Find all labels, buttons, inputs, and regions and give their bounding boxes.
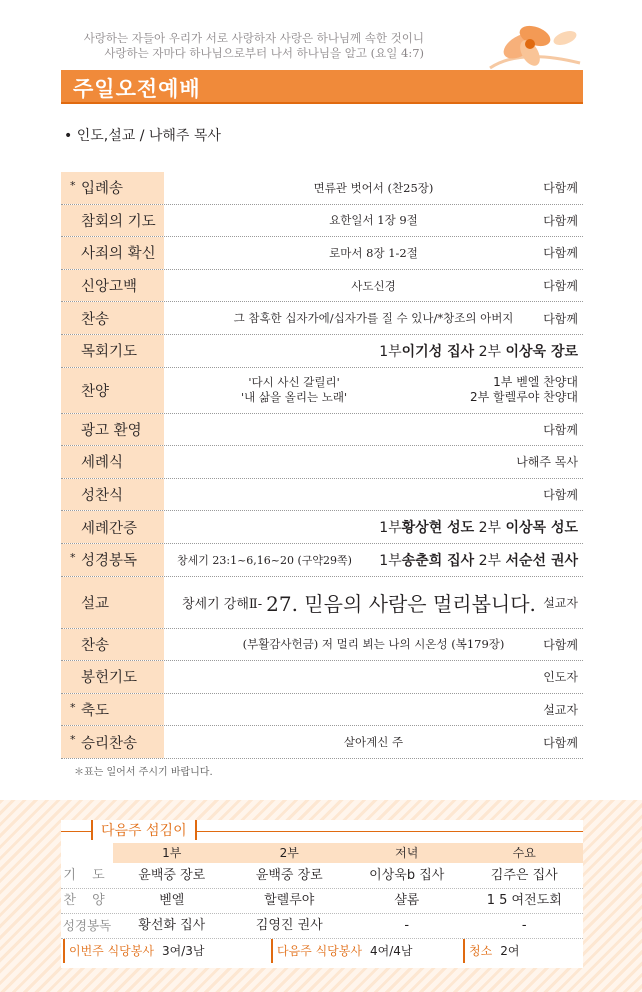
service-1-prefix: 1부 bbox=[379, 552, 402, 569]
order-label bbox=[61, 577, 164, 628]
choir-2: 2부 할렐루야 찬양대 bbox=[469, 389, 578, 404]
order-row bbox=[61, 726, 583, 759]
next-week-servers bbox=[61, 820, 583, 968]
order-performer bbox=[379, 511, 578, 543]
table-cell: 윤백중 장로 bbox=[138, 868, 206, 883]
scripture-verse bbox=[84, 31, 424, 61]
order-label bbox=[61, 629, 164, 661]
order-performer: 다함께 bbox=[543, 422, 578, 437]
order-performer: 다함께 bbox=[543, 735, 578, 750]
stand-marker: * bbox=[70, 179, 76, 192]
table-cell: 황선화 집사 bbox=[138, 918, 206, 933]
order-performer: 다함께 bbox=[543, 637, 578, 652]
table-cell: 김주은 집사 bbox=[490, 868, 558, 883]
table-cell: - bbox=[521, 918, 527, 933]
service-columns bbox=[113, 843, 583, 863]
order-label-text: 세례간증 bbox=[81, 520, 138, 537]
order-performer: 다함께 bbox=[543, 488, 578, 503]
table-cell: 벧엘 bbox=[159, 893, 185, 908]
order-of-worship bbox=[61, 172, 583, 759]
order-label bbox=[61, 335, 164, 367]
anthem-title-2: '내 삶을 올리는 노래' bbox=[241, 389, 348, 404]
next-week-title: 다음주 섬김이 bbox=[91, 820, 197, 840]
anthem-titles bbox=[241, 375, 347, 405]
duty-value: 2여 bbox=[500, 944, 520, 958]
column-header: 수요 bbox=[512, 846, 536, 860]
service-2-prefix: 2부 bbox=[474, 520, 506, 537]
title-bar bbox=[61, 70, 583, 104]
order-row bbox=[61, 511, 583, 544]
order-row bbox=[61, 205, 583, 238]
sermon-title: 27. 믿음의 사람은 멀리봅니다. bbox=[266, 591, 536, 616]
order-label-text: 신앙고백 bbox=[81, 279, 138, 296]
order-row bbox=[61, 544, 583, 577]
order-label-text: 찬송 bbox=[81, 311, 110, 328]
duty-label: 다음주 식당봉사 bbox=[271, 939, 362, 963]
column-header: 1부 bbox=[162, 846, 182, 860]
order-detail: 그 참혹한 십자가에/십자가를 질 수 있나/*창조의 아버지 bbox=[233, 311, 514, 326]
order-performer: 다함께 bbox=[543, 311, 578, 326]
order-label-text: 참회의 기도 bbox=[81, 213, 156, 230]
table-cell: 이상욱b 집사 bbox=[369, 868, 445, 883]
table-cell: 샬롬 bbox=[394, 893, 420, 908]
order-row bbox=[61, 302, 583, 335]
order-label bbox=[61, 661, 164, 693]
table-cell: 윤백중 장로 bbox=[255, 868, 323, 883]
order-label-text: 목회기도 bbox=[81, 344, 138, 361]
standing-note: ＊표는 일어서 주시기 바랍니다. bbox=[74, 767, 213, 778]
order-row bbox=[61, 237, 583, 270]
service-2-person: 서순선 권사 bbox=[505, 552, 578, 569]
table-cell: 1 5 여전도회 bbox=[486, 893, 562, 908]
service-2-prefix: 2부 bbox=[474, 552, 506, 569]
order-label bbox=[61, 479, 164, 511]
column-header: 2부 bbox=[279, 846, 299, 860]
table-cell: 할렐루야 bbox=[264, 893, 315, 908]
verse-line-1: 사랑하는 자들아 우리가 서로 사랑하자 사랑은 하나님께 속한 것이니 bbox=[83, 31, 424, 45]
order-row bbox=[61, 479, 583, 512]
order-label-text: 광고 환영 bbox=[81, 422, 142, 439]
order-row bbox=[61, 694, 583, 727]
service-2-person: 이상목 성도 bbox=[505, 520, 578, 537]
order-label-text: 세례식 bbox=[81, 455, 124, 472]
order-label bbox=[61, 368, 164, 413]
order-row bbox=[61, 629, 583, 662]
order-row bbox=[61, 414, 583, 447]
order-detail: 사도신경 bbox=[351, 278, 396, 293]
order-label-text: 봉헌기도 bbox=[81, 670, 138, 687]
order-label-text: 성경봉독 bbox=[81, 553, 138, 570]
table-cell: 김영진 권사 bbox=[255, 918, 323, 933]
order-label bbox=[61, 172, 164, 204]
order-row bbox=[61, 270, 583, 303]
order-performer: 설교자 bbox=[543, 595, 578, 610]
order-detail: 면류관 벗어서 (찬25장) bbox=[313, 180, 434, 195]
order-label-text: 사죄의 확신 bbox=[81, 246, 156, 263]
order-detail: 로마서 8장 1-2절 bbox=[329, 245, 418, 260]
order-label bbox=[61, 270, 164, 302]
order-label-text: 입례송 bbox=[81, 181, 124, 198]
order-performer: 인도자 bbox=[543, 670, 578, 685]
order-row bbox=[61, 446, 583, 479]
table-cell: - bbox=[404, 918, 410, 933]
order-label bbox=[61, 511, 164, 543]
service-1-prefix: 1부 bbox=[379, 343, 402, 360]
order-label-text: 설교 bbox=[81, 595, 110, 612]
order-row bbox=[61, 661, 583, 694]
column-header: 저녁 bbox=[395, 846, 419, 860]
duty-value: 4여/4남 bbox=[369, 944, 413, 958]
service-2-prefix: 2부 bbox=[474, 343, 506, 360]
order-performer bbox=[379, 544, 578, 576]
service-1-prefix: 1부 bbox=[379, 520, 402, 537]
duty-label: 청소 bbox=[463, 939, 492, 963]
service-1-person: 이기성 집사 bbox=[401, 343, 475, 360]
table-row bbox=[61, 914, 583, 939]
order-label bbox=[61, 302, 164, 334]
kitchen-this-week bbox=[63, 939, 204, 963]
duty-value: 3여/3남 bbox=[161, 944, 205, 958]
service-1-person: 황상현 성도 bbox=[401, 520, 475, 537]
order-row bbox=[61, 577, 583, 629]
order-label-text: 찬양 bbox=[81, 383, 110, 400]
order-label bbox=[61, 694, 164, 726]
order-performer: 설교자 bbox=[543, 703, 578, 718]
order-label bbox=[61, 205, 164, 237]
order-row bbox=[61, 172, 583, 205]
table-row bbox=[61, 889, 583, 914]
verse-line-2: 사랑하는 자마다 하나님으로부터 나서 하나님을 알고 (요일 4:7) bbox=[104, 46, 424, 60]
row-label: 기 도 bbox=[63, 868, 111, 883]
kitchen-next-week bbox=[271, 939, 412, 963]
anthem-title-1: '다시 사신 갈릴리' bbox=[248, 374, 340, 389]
order-label-text: 성찬식 bbox=[81, 488, 124, 505]
cleaning-duty bbox=[463, 939, 519, 963]
duty-label: 이번주 식당봉사 bbox=[63, 939, 154, 963]
order-label bbox=[61, 544, 164, 576]
order-performer: 다함께 bbox=[543, 181, 578, 196]
order-performer: 다함께 bbox=[543, 213, 578, 228]
order-performer: 다함께 bbox=[543, 279, 578, 294]
order-row bbox=[61, 368, 583, 414]
sermon-series: 창세기 강해Ⅱ- bbox=[182, 596, 263, 612]
leader-line: • 인도,설교 / 나해주 목사 bbox=[64, 128, 221, 144]
table-row bbox=[61, 864, 583, 889]
order-label bbox=[61, 726, 164, 758]
order-detail: 살아계신 주 bbox=[343, 735, 404, 750]
order-performer bbox=[379, 335, 578, 367]
order-label bbox=[61, 414, 164, 446]
order-label-text: 축도 bbox=[81, 703, 110, 720]
sermon bbox=[182, 577, 536, 628]
service-2-person: 이상욱 장로 bbox=[505, 343, 578, 360]
choir-names bbox=[470, 375, 578, 405]
order-label-text: 승리찬송 bbox=[81, 735, 138, 752]
order-detail: 요한일서 1장 9절 bbox=[329, 213, 418, 228]
order-performer: 나해주 목사 bbox=[516, 455, 578, 470]
row-label: 찬 양 bbox=[63, 893, 111, 908]
page-title: 주일오전예배 bbox=[73, 77, 201, 101]
service-duties bbox=[61, 939, 583, 963]
row-label: 성경봉독 bbox=[62, 918, 112, 933]
order-performer: 다함께 bbox=[543, 246, 578, 261]
order-label bbox=[61, 446, 164, 478]
choir-1: 1부 벧엘 찬양대 bbox=[493, 374, 578, 389]
scripture-reference: 창세기 23:1~6,16~20 (구약29쪽) bbox=[177, 553, 352, 567]
service-1-person: 송춘희 집사 bbox=[401, 552, 475, 569]
order-label bbox=[61, 237, 164, 269]
order-row bbox=[61, 335, 583, 368]
stand-marker: * bbox=[70, 550, 76, 564]
stand-marker: * bbox=[70, 700, 76, 714]
stand-marker: * bbox=[70, 733, 76, 747]
order-label-text: 찬송 bbox=[81, 637, 110, 654]
order-detail: (부활감사헌금) 저 멀리 뵈는 나의 시온성 (복179장) bbox=[242, 637, 505, 652]
